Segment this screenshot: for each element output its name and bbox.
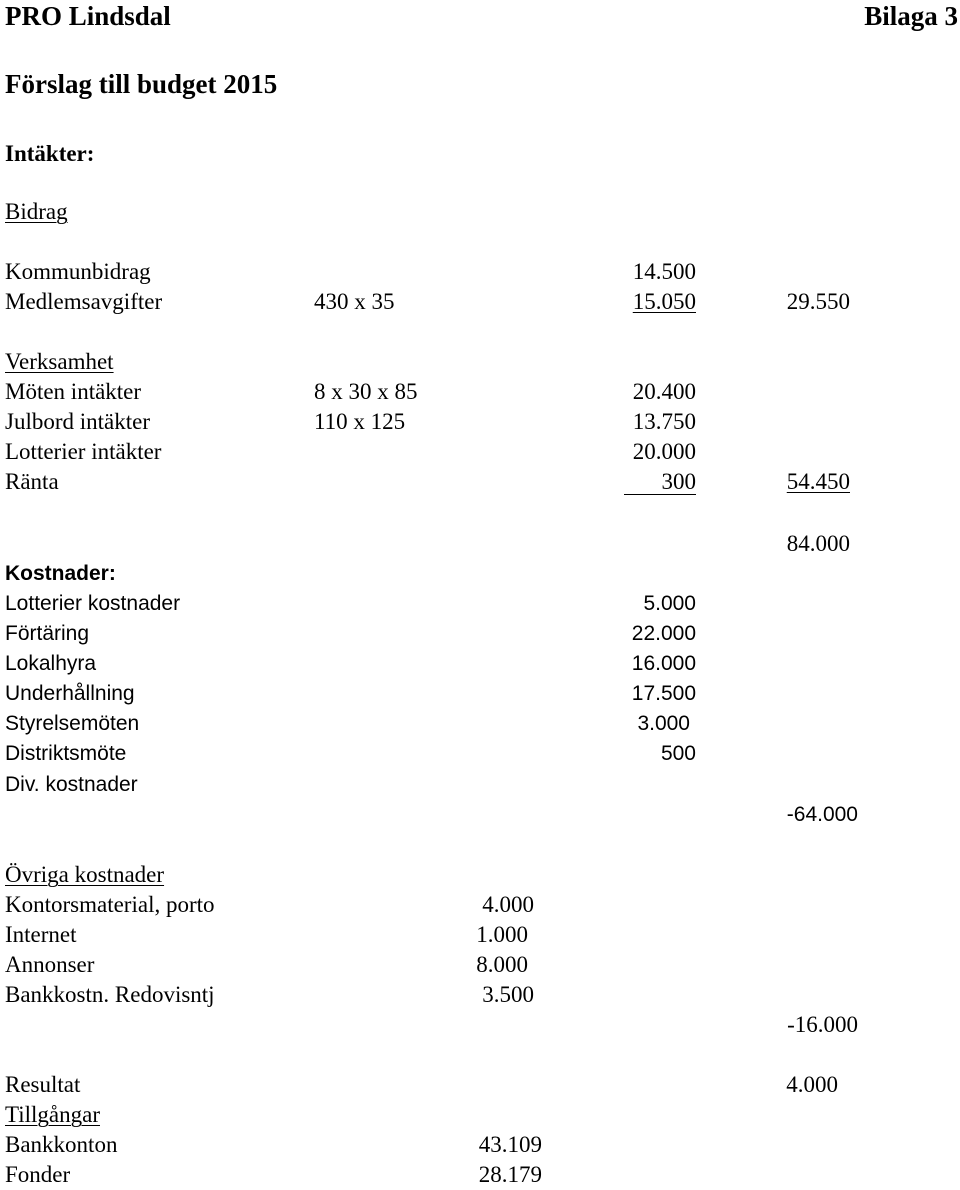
row-label: Lotterier intäkter <box>5 439 162 464</box>
row-label: Distriktsmöte <box>5 742 127 765</box>
row-amount: 15.050 <box>632 289 696 314</box>
row-label: Div. kostnader <box>5 773 138 796</box>
row-amount: 3.500 <box>482 982 534 1007</box>
page-title: Förslag till budget 2015 <box>5 69 278 99</box>
row-amount: 8.000 <box>476 952 528 977</box>
other-costs-total: -16.000 <box>787 1012 858 1037</box>
row-label: Kommunbidrag <box>5 259 151 284</box>
income-total: 84.000 <box>786 531 850 556</box>
row-calc: 430 x 35 <box>314 289 395 314</box>
row-label: Julbord intäkter <box>5 409 150 434</box>
row-label: Annonser <box>5 952 95 977</box>
row-label: Bankkonton <box>5 1132 118 1157</box>
costs-total: -64.000 <box>786 803 858 826</box>
row-calc: 110 x 125 <box>314 409 406 434</box>
row-amount: 13.750 <box>632 409 696 434</box>
row-amount: 43.109 <box>478 1132 542 1157</box>
row-amount: 28.179 <box>478 1162 542 1187</box>
row-label: Styrelsemöten <box>5 712 140 735</box>
row-label: Lokalhyra <box>5 652 97 675</box>
result-label: Resultat <box>5 1072 81 1097</box>
row-amount: 22.000 <box>631 622 696 645</box>
row-amount: 3.000 <box>637 712 690 735</box>
row-subtotal: 29.550 <box>786 289 850 314</box>
row-subtotal: 54.450 <box>786 469 850 494</box>
income-heading: Intäkter: <box>5 141 95 166</box>
row-label: Fonder <box>5 1162 71 1187</box>
bidrag-heading: Bidrag <box>5 199 68 224</box>
row-amount: 4.000 <box>482 892 534 917</box>
row-amount: 14.500 <box>632 259 696 284</box>
assets-heading: Tillgångar <box>5 1102 100 1127</box>
org-name: PRO Lindsdal <box>5 1 171 31</box>
costs-heading: Kostnader: <box>5 562 116 585</box>
row-label: Bankkostn. Redovisntj <box>5 982 215 1007</box>
verksamhet-heading: Verksamhet <box>5 349 114 374</box>
row-amount: 1.000 <box>476 922 528 947</box>
other-costs-heading: Övriga kostnader <box>5 862 165 887</box>
row-amount: 300 <box>624 470 696 495</box>
row-amount: 20.400 <box>632 379 696 404</box>
row-label: Lotterier kostnader <box>5 592 181 615</box>
row-label: Möten intäkter <box>5 379 142 404</box>
row-amount: 16.000 <box>631 652 696 675</box>
row-amount: 500 <box>660 742 696 765</box>
row-label: Förtäring <box>5 622 90 645</box>
row-amount: 20.000 <box>632 439 696 464</box>
row-amount: 5.000 <box>643 592 696 615</box>
row-label: Ränta <box>5 469 59 494</box>
row-calc: 8 x 30 x 85 <box>314 379 418 404</box>
row-label: Underhållning <box>5 682 135 705</box>
result-value: 4.000 <box>786 1072 838 1097</box>
row-amount: 17.500 <box>631 682 696 705</box>
row-label: Kontorsmaterial, porto <box>5 892 215 917</box>
attachment-label: Bilaga 3 <box>864 1 958 31</box>
row-label: Medlemsavgifter <box>5 289 163 314</box>
row-label: Internet <box>5 922 77 947</box>
